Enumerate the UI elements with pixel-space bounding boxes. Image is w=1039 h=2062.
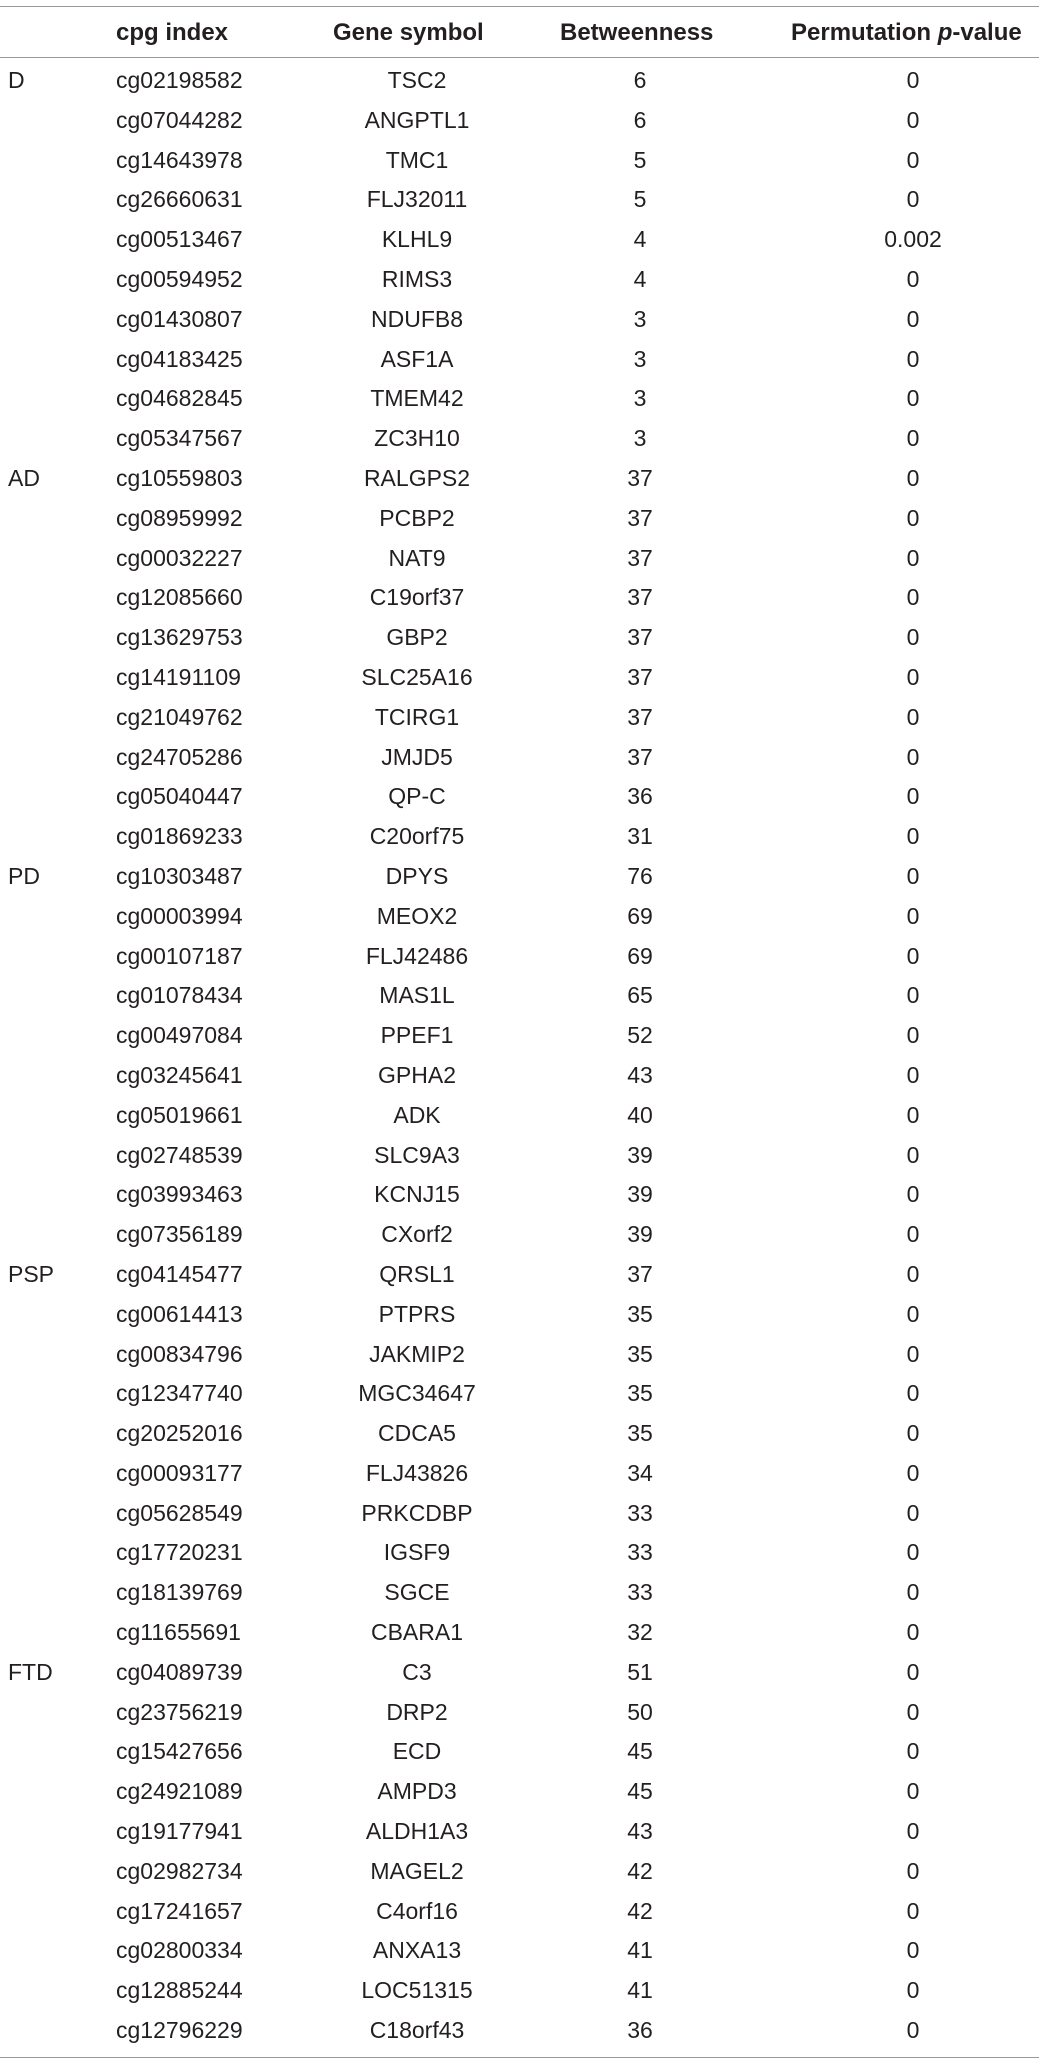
permutation-p-value-cell: 0 xyxy=(906,1181,920,1208)
table-row xyxy=(0,1135,1039,1175)
table-row xyxy=(0,219,1039,259)
betweenness-cell: 36 xyxy=(627,2017,653,2044)
gene-symbol-cell: DRP2 xyxy=(386,1698,448,1725)
gene-symbol-cell: TCIRG1 xyxy=(374,703,460,730)
permutation-p-value-cell: 0 xyxy=(906,1619,920,1646)
gene-symbol-cell: CXorf2 xyxy=(381,1221,453,1248)
group-label: PSP xyxy=(8,1260,55,1287)
cpg-index-cell: cg11655691 xyxy=(116,1619,241,1646)
table-header xyxy=(0,13,1039,51)
permutation-p-value-cell: 0 xyxy=(906,1738,920,1765)
permutation-p-value-cell: 0 xyxy=(906,1260,920,1287)
gene-symbol-cell: C4orf16 xyxy=(376,1897,458,1924)
table-row xyxy=(0,1453,1039,1493)
betweenness-cell: 4 xyxy=(633,226,647,253)
table-row xyxy=(0,418,1039,458)
cpg-index-cell: cg00834796 xyxy=(116,1340,243,1367)
betweenness-cell: 37 xyxy=(627,743,653,770)
header-cpg-index: cpg index xyxy=(116,19,229,46)
permutation-p-value-cell: 0 xyxy=(906,783,920,810)
table-row xyxy=(0,617,1039,657)
table-row xyxy=(0,60,1039,100)
table-row xyxy=(0,1015,1039,1055)
cpg-index-cell: cg13629753 xyxy=(116,624,243,651)
cpg-index-cell: cg00614413 xyxy=(116,1300,243,1327)
betweenness-cell: 45 xyxy=(627,1778,653,1805)
betweenness-cell: 37 xyxy=(627,624,653,651)
table-row xyxy=(0,776,1039,816)
table-row xyxy=(0,1334,1039,1374)
betweenness-cell: 37 xyxy=(627,544,653,571)
cpg-index-cell: cg08959992 xyxy=(116,504,243,531)
gene-symbol-cell: KCNJ15 xyxy=(374,1181,460,1208)
table-row xyxy=(0,1572,1039,1612)
gene-symbol-cell: TMC1 xyxy=(385,146,449,173)
table-row xyxy=(0,1214,1039,1254)
gene-symbol-cell: SGCE xyxy=(384,1579,450,1606)
permutation-p-value-cell: 0 xyxy=(906,186,920,213)
betweenness-cell: 37 xyxy=(627,663,653,690)
gene-symbol-cell: LOC51315 xyxy=(361,1977,473,2004)
permutation-p-value-cell: 0 xyxy=(906,1141,920,1168)
cpg-index-cell: cg10559803 xyxy=(116,464,243,491)
permutation-p-value-cell: 0 xyxy=(906,504,920,531)
betweenness-cell: 50 xyxy=(627,1698,653,1725)
permutation-p-value-cell: 0 xyxy=(906,862,920,889)
cpg-index-cell: cg24705286 xyxy=(116,743,243,770)
gene-symbol-cell: QP-C xyxy=(388,783,446,810)
permutation-p-value-cell: 0 xyxy=(906,1778,920,1805)
gene-symbol-cell: ADK xyxy=(393,1101,441,1128)
header-betweenness: Betweenness xyxy=(560,19,714,46)
cpg-index-cell: cg12347740 xyxy=(116,1380,243,1407)
permutation-p-value-cell: 0 xyxy=(906,1380,920,1407)
gene-symbol-cell: IGSF9 xyxy=(383,1539,451,1566)
table-row xyxy=(0,737,1039,777)
cpg-index-cell: cg00093177 xyxy=(116,1459,243,1486)
betweenness-cell: 37 xyxy=(627,464,653,491)
betweenness-cell: 35 xyxy=(627,1300,653,1327)
cpg-index-cell: cg17720231 xyxy=(116,1539,243,1566)
cpg-index-cell: cg00594952 xyxy=(116,265,243,292)
table-row xyxy=(0,1254,1039,1294)
cpg-index-cell: cg05019661 xyxy=(116,1101,243,1128)
table-row xyxy=(0,975,1039,1015)
cpg-index-cell: cg04145477 xyxy=(116,1260,243,1287)
table-row xyxy=(0,1930,1039,1970)
permutation-p-value-cell: 0 xyxy=(906,1101,920,1128)
table-row xyxy=(0,2010,1039,2050)
betweenness-cell: 33 xyxy=(627,1579,653,1606)
cpg-index-cell: cg00513467 xyxy=(116,226,243,253)
header-perm-suffix: -value xyxy=(952,19,1022,46)
permutation-p-value-cell: 0 xyxy=(906,305,920,332)
permutation-p-value-cell: 0 xyxy=(906,544,920,571)
table-row xyxy=(0,1970,1039,2010)
gene-symbol-cell: GPHA2 xyxy=(378,1061,456,1088)
gene-symbol-cell: ANXA13 xyxy=(372,1937,462,1964)
cpg-index-cell: cg10303487 xyxy=(116,862,243,889)
permutation-p-value-cell: 0 xyxy=(906,265,920,292)
top-rule xyxy=(0,6,1039,7)
betweenness-cell: 34 xyxy=(627,1459,653,1486)
gene-symbol-cell: SLC9A3 xyxy=(374,1141,460,1168)
table-row xyxy=(0,1731,1039,1771)
table-row xyxy=(0,1373,1039,1413)
cpg-index-cell: cg01869233 xyxy=(116,823,243,850)
betweenness-cell: 37 xyxy=(627,584,653,611)
gene-symbol-cell: GBP2 xyxy=(386,624,448,651)
permutation-p-value-cell: 0 xyxy=(906,1658,920,1685)
gene-symbol-cell: JAKMIP2 xyxy=(369,1340,465,1367)
cpg-index-cell: cg12085660 xyxy=(116,584,243,611)
betweenness-cell: 43 xyxy=(627,1061,653,1088)
table-row xyxy=(0,339,1039,379)
table-row xyxy=(0,538,1039,578)
cpg-index-cell: cg14643978 xyxy=(116,146,243,173)
table-row xyxy=(0,1851,1039,1891)
betweenness-cell: 37 xyxy=(627,703,653,730)
gene-symbol-cell: MGC34647 xyxy=(358,1380,476,1407)
permutation-p-value-cell: 0 xyxy=(906,1818,920,1845)
permutation-p-value-cell: 0 xyxy=(906,1061,920,1088)
betweenness-cell: 6 xyxy=(633,67,647,93)
cpg-index-cell: cg03993463 xyxy=(116,1181,243,1208)
betweenness-cell: 39 xyxy=(627,1141,653,1168)
betweenness-cell: 37 xyxy=(627,504,653,531)
gene-symbol-cell: FLJ43826 xyxy=(365,1459,469,1486)
gene-symbol-cell: AMPD3 xyxy=(377,1778,457,1805)
gene-symbol-cell: PPEF1 xyxy=(380,1022,454,1049)
gene-symbol-cell: CDCA5 xyxy=(378,1420,456,1447)
gene-symbol-cell: MAGEL2 xyxy=(370,1857,464,1884)
permutation-p-value-cell: 0 xyxy=(906,624,920,651)
table-row xyxy=(0,1652,1039,1692)
permutation-p-value-cell: 0 xyxy=(906,1420,920,1447)
betweenness-cell: 65 xyxy=(627,982,653,1009)
cpg-index-cell: cg18139769 xyxy=(116,1579,243,1606)
gene-symbol-cell: PCBP2 xyxy=(379,504,455,531)
cpg-index-cell: cg21049762 xyxy=(116,703,243,730)
permutation-p-value-cell: 0 xyxy=(906,942,920,969)
gene-symbol-cell: ANGPTL1 xyxy=(364,106,470,133)
betweenness-cell: 3 xyxy=(633,425,647,452)
group-label: AD xyxy=(8,464,40,491)
table-row xyxy=(0,1413,1039,1453)
header-perm-prefix: Permutation xyxy=(791,19,938,46)
permutation-p-value-cell: 0 xyxy=(906,902,920,929)
header-rule xyxy=(0,57,1039,58)
cpg-index-cell: cg04682845 xyxy=(116,385,243,412)
betweenness-cell: 35 xyxy=(627,1420,653,1447)
table-row xyxy=(0,1055,1039,1095)
gene-symbol-cell: NDUFB8 xyxy=(370,305,464,332)
permutation-p-value-cell: 0 xyxy=(906,1221,920,1248)
group-label: PD xyxy=(8,862,40,889)
betweenness-cell: 5 xyxy=(633,146,647,173)
permutation-p-value-cell: 0 xyxy=(906,1857,920,1884)
permutation-p-value-cell: 0 xyxy=(906,1937,920,1964)
table-row xyxy=(0,1612,1039,1652)
table-row xyxy=(0,100,1039,140)
cpg-index-cell: cg14191109 xyxy=(116,663,241,690)
permutation-p-value-cell: 0 xyxy=(906,663,920,690)
gene-symbol-cell: ZC3H10 xyxy=(374,425,460,452)
cpg-index-cell: cg05628549 xyxy=(116,1499,243,1526)
permutation-p-value-cell: 0 xyxy=(906,67,920,93)
permutation-p-value-cell: 0 xyxy=(906,703,920,730)
permutation-p-value-cell: 0 xyxy=(906,2017,920,2044)
gene-symbol-cell: FLJ32011 xyxy=(366,186,468,213)
gene-symbol-cell: CBARA1 xyxy=(370,1619,464,1646)
group-label: D xyxy=(8,67,25,93)
table-row xyxy=(0,299,1039,339)
gene-symbol-cell: RALGPS2 xyxy=(363,464,471,491)
cpg-index-cell: cg26660631 xyxy=(116,186,243,213)
gene-symbol-cell: MAS1L xyxy=(379,982,455,1009)
cpg-index-cell: cg19177941 xyxy=(116,1818,243,1845)
betweenness-cell: 69 xyxy=(627,902,653,929)
betweenness-cell: 76 xyxy=(627,862,653,889)
permutation-p-value-cell: 0 xyxy=(906,385,920,412)
cpg-index-cell: cg07356189 xyxy=(116,1221,243,1248)
cpg-index-cell: cg00032227 xyxy=(116,544,243,571)
table-row xyxy=(0,1692,1039,1732)
gene-symbol-cell: SLC25A16 xyxy=(361,663,473,690)
gene-symbol-cell: FLJ42486 xyxy=(365,942,469,969)
cpg-index-cell: cg03245641 xyxy=(116,1061,243,1088)
table-row xyxy=(0,1493,1039,1533)
cpg-index-cell: cg04089739 xyxy=(116,1658,243,1685)
gene-symbol-cell: ECD xyxy=(392,1738,442,1765)
cpg-index-cell: cg01430807 xyxy=(116,305,243,332)
permutation-p-value-cell: 0 xyxy=(906,1499,920,1526)
gene-symbol-cell: KLHL9 xyxy=(381,226,453,253)
betweenness-cell: 45 xyxy=(627,1738,653,1765)
cpg-index-cell: cg12885244 xyxy=(116,1977,243,2004)
permutation-p-value-cell: 0 xyxy=(906,743,920,770)
gene-symbol-cell: TMEM42 xyxy=(370,385,464,412)
permutation-p-value-cell: 0 xyxy=(906,1539,920,1566)
gene-symbol-cell: C3 xyxy=(402,1658,432,1685)
gene-symbol-cell: C18orf43 xyxy=(369,2017,465,2044)
gene-symbol-cell: JMJD5 xyxy=(381,743,453,770)
cpg-index-cell: cg12796229 xyxy=(116,2017,243,2044)
permutation-p-value-cell: 0 xyxy=(906,1459,920,1486)
table-row xyxy=(0,1532,1039,1572)
betweenness-cell: 4 xyxy=(633,265,647,292)
table-row xyxy=(0,1771,1039,1811)
table-row xyxy=(0,577,1039,617)
table-row xyxy=(0,1095,1039,1135)
gene-symbol-cell: DPYS xyxy=(385,862,449,889)
gene-symbol-cell: ALDH1A3 xyxy=(365,1818,469,1845)
cpg-index-cell: cg01078434 xyxy=(116,982,243,1009)
betweenness-cell: 3 xyxy=(633,385,647,412)
permutation-p-value-cell: 0 xyxy=(906,1022,920,1049)
permutation-p-value-cell: 0 xyxy=(906,1579,920,1606)
betweenness-cell: 33 xyxy=(627,1539,653,1566)
betweenness-cell: 35 xyxy=(627,1340,653,1367)
cpg-index-cell: cg24921089 xyxy=(116,1778,243,1805)
cpg-index-cell: cg02800334 xyxy=(116,1937,243,1964)
betweenness-cell: 52 xyxy=(627,1022,653,1049)
table-row xyxy=(0,259,1039,299)
betweenness-cell: 69 xyxy=(627,942,653,969)
permutation-p-value-cell: 0 xyxy=(906,106,920,133)
permutation-p-value-cell: 0 xyxy=(906,1897,920,1924)
betweenness-cell: 37 xyxy=(627,1260,653,1287)
cpg-index-cell: cg23756219 xyxy=(116,1698,243,1725)
betweenness-cell: 36 xyxy=(627,783,653,810)
header-gene-symbol: Gene symbol xyxy=(333,19,484,46)
permutation-p-value-cell: 0 xyxy=(906,823,920,850)
betweenness-cell: 51 xyxy=(627,1658,653,1685)
table-row xyxy=(0,1294,1039,1334)
betweenness-cell: 42 xyxy=(627,1857,653,1884)
cpg-index-cell: cg02982734 xyxy=(116,1857,243,1884)
betweenness-cell: 40 xyxy=(627,1101,653,1128)
table-row xyxy=(0,1174,1039,1214)
table-row xyxy=(0,657,1039,697)
betweenness-cell: 41 xyxy=(627,1937,653,1964)
betweenness-cell: 35 xyxy=(627,1380,653,1407)
gene-symbol-cell: C20orf75 xyxy=(369,823,465,850)
table-row xyxy=(0,1811,1039,1851)
header-perm-p: p xyxy=(937,19,953,46)
cpg-index-cell: cg02748539 xyxy=(116,1141,243,1168)
betweenness-cell: 33 xyxy=(627,1499,653,1526)
cpg-index-cell: cg00003994 xyxy=(116,902,243,929)
gene-symbol-cell: RIMS3 xyxy=(381,265,453,292)
betweenness-cell: 6 xyxy=(633,106,647,133)
table-row xyxy=(0,936,1039,976)
cpg-index-cell: cg00497084 xyxy=(116,1022,243,1049)
betweenness-cell: 43 xyxy=(627,1818,653,1845)
betweenness-cell: 31 xyxy=(627,823,653,850)
gene-symbol-cell: PTPRS xyxy=(378,1300,456,1327)
table-row xyxy=(0,896,1039,936)
permutation-p-value-cell: 0 xyxy=(906,1340,920,1367)
gene-symbol-cell: TSC2 xyxy=(387,67,447,93)
gene-symbol-cell: NAT9 xyxy=(388,544,446,571)
permutation-p-value-cell: 0 xyxy=(906,464,920,491)
betweenness-cell: 39 xyxy=(627,1181,653,1208)
cpg-index-cell: cg15427656 xyxy=(116,1738,243,1765)
table-row xyxy=(0,378,1039,418)
group-label: FTD xyxy=(8,1658,53,1685)
permutation-p-value-cell: 0 xyxy=(906,1977,920,2004)
cpg-index-cell: cg02198582 xyxy=(116,67,243,93)
table-row xyxy=(0,458,1039,498)
cpg-index-cell: cg00107187 xyxy=(116,942,243,969)
table-row xyxy=(0,856,1039,896)
cpg-index-cell: cg07044282 xyxy=(116,106,243,133)
permutation-p-value-cell: 0.002 xyxy=(884,226,942,253)
table-row xyxy=(0,179,1039,219)
cpg-index-cell: cg05347567 xyxy=(116,425,243,452)
gene-symbol-cell: MEOX2 xyxy=(376,902,458,929)
cpg-index-cell: cg17241657 xyxy=(116,1897,243,1924)
betweenness-cell: 32 xyxy=(627,1619,653,1646)
table-body xyxy=(0,60,1039,2050)
permutation-p-value-cell: 0 xyxy=(906,146,920,173)
table-row xyxy=(0,816,1039,856)
table-row xyxy=(0,498,1039,538)
betweenness-cell: 3 xyxy=(633,305,647,332)
cpg-index-cell: cg05040447 xyxy=(116,783,243,810)
betweenness-cell: 39 xyxy=(627,1221,653,1248)
permutation-p-value-cell: 0 xyxy=(906,1698,920,1725)
permutation-p-value-cell: 0 xyxy=(906,345,920,372)
permutation-p-value-cell: 0 xyxy=(906,1300,920,1327)
gene-symbol-cell: QRSL1 xyxy=(379,1260,455,1287)
gene-symbol-cell: PRKCDBP xyxy=(361,1499,473,1526)
gene-symbol-cell: C19orf37 xyxy=(369,584,465,611)
gene-symbol-cell: ASF1A xyxy=(380,345,454,372)
betweenness-cell: 41 xyxy=(627,1977,653,2004)
header-permutation-p-value xyxy=(791,19,1022,47)
betweenness-cell: 3 xyxy=(633,345,647,372)
permutation-p-value-cell: 0 xyxy=(906,584,920,611)
cpg-index-cell: cg20252016 xyxy=(116,1420,243,1447)
permutation-p-value-cell: 0 xyxy=(906,982,920,1009)
table-row xyxy=(0,697,1039,737)
betweenness-cell: 5 xyxy=(633,186,647,213)
bottom-rule xyxy=(0,2057,1039,2058)
table-row xyxy=(0,140,1039,180)
cpg-index-cell: cg04183425 xyxy=(116,345,243,372)
permutation-p-value-cell: 0 xyxy=(906,425,920,452)
betweenness-cell: 42 xyxy=(627,1897,653,1924)
table-row xyxy=(0,1891,1039,1931)
